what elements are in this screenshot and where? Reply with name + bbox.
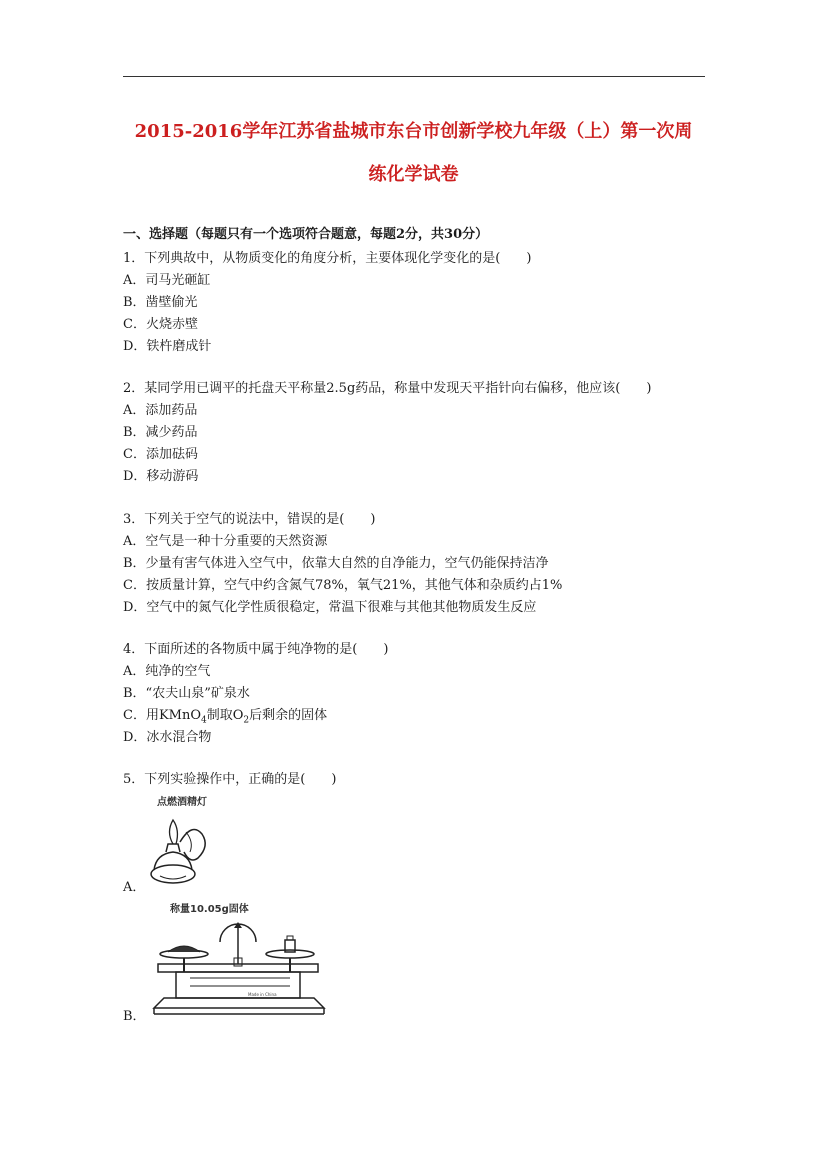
question-1-option-a: A．司马光砸缸 (123, 273, 211, 288)
question-4-option-a: A．纯净的空气 (123, 664, 211, 679)
question-3-option-a: A．空气是一种十分重要的天然资源 (123, 534, 328, 549)
exam-title-line1: 2015-2016学年江苏省盐城市东台市创新学校九年级（上）第一次周 (134, 121, 693, 142)
subscript-4: 4 (201, 715, 207, 726)
question-3-option-b: B．少量有害气体进入空气中，依靠大自然的自净能力，空气仍能保持洁净 (123, 556, 549, 571)
question-4-option-b: B．“农夫山泉”矿泉水 (123, 686, 250, 701)
figure-a-label: A． (123, 880, 146, 895)
question-2-stem: 2．某同学用已调平的托盘天平称量2.5g药品，称量中发现天平指针向右偏移，他应该( ) (123, 381, 652, 396)
balance-figure (150, 912, 330, 1020)
question-4-option-d: D．冰水混合物 (123, 730, 212, 745)
question-2-option-c: C．添加砝码 (123, 447, 198, 462)
option-c-mid: 制取O (206, 708, 244, 723)
figure-b-caption: 称量10.05g固体 (170, 904, 249, 915)
option-c-prefix: C．用KMnO (123, 708, 202, 723)
question-1-stem: 1．下列典故中，从物质变化的角度分析，主要体现化学变化的是( ) (123, 251, 532, 266)
option-c-suffix: 后剩余的固体 (249, 708, 328, 723)
question-3-option-c: C．按质量计算，空气中约含氮气78%，氧气21%，其他气体和杂质约占1% (123, 578, 563, 593)
figure-a-caption: 点燃酒精灯 (157, 797, 207, 808)
exam-title-line2: 练化学试卷 (368, 164, 459, 185)
question-4-stem: 4．下面所述的各物质中属于纯净物的是( ) (123, 642, 389, 657)
subscript-2: 2 (243, 715, 250, 726)
question-3-option-d: D．空气中的氮气化学性质很稳定，常温下很难与其他其他物质发生反应 (123, 600, 537, 615)
question-2-option-d: D．移动游码 (123, 469, 199, 484)
question-2-option-b: B．减少药品 (123, 425, 198, 440)
alcohol-lamp-figure (140, 812, 220, 892)
question-1-option-c: C．火烧赤壁 (123, 317, 198, 332)
question-2-option-a: A．添加药品 (123, 403, 198, 418)
balance-label-text: Made in China (248, 992, 277, 997)
figure-b-label: B． (123, 1009, 146, 1024)
question-1-option-b: B．凿壁偷光 (123, 295, 198, 310)
header-rule (123, 76, 705, 77)
section-heading: 一、选择题（每题只有一个选项符合题意，每题2分，共30分） (123, 227, 489, 242)
question-1-option-d: D．铁杵磨成针 (123, 339, 212, 354)
question-5-stem: 5．下列实验操作中，正确的是( ) (123, 772, 337, 787)
question-3-stem: 3．下列关于空气的说法中，错误的是( ) (123, 512, 376, 527)
question-4-option-c (123, 704, 327, 726)
